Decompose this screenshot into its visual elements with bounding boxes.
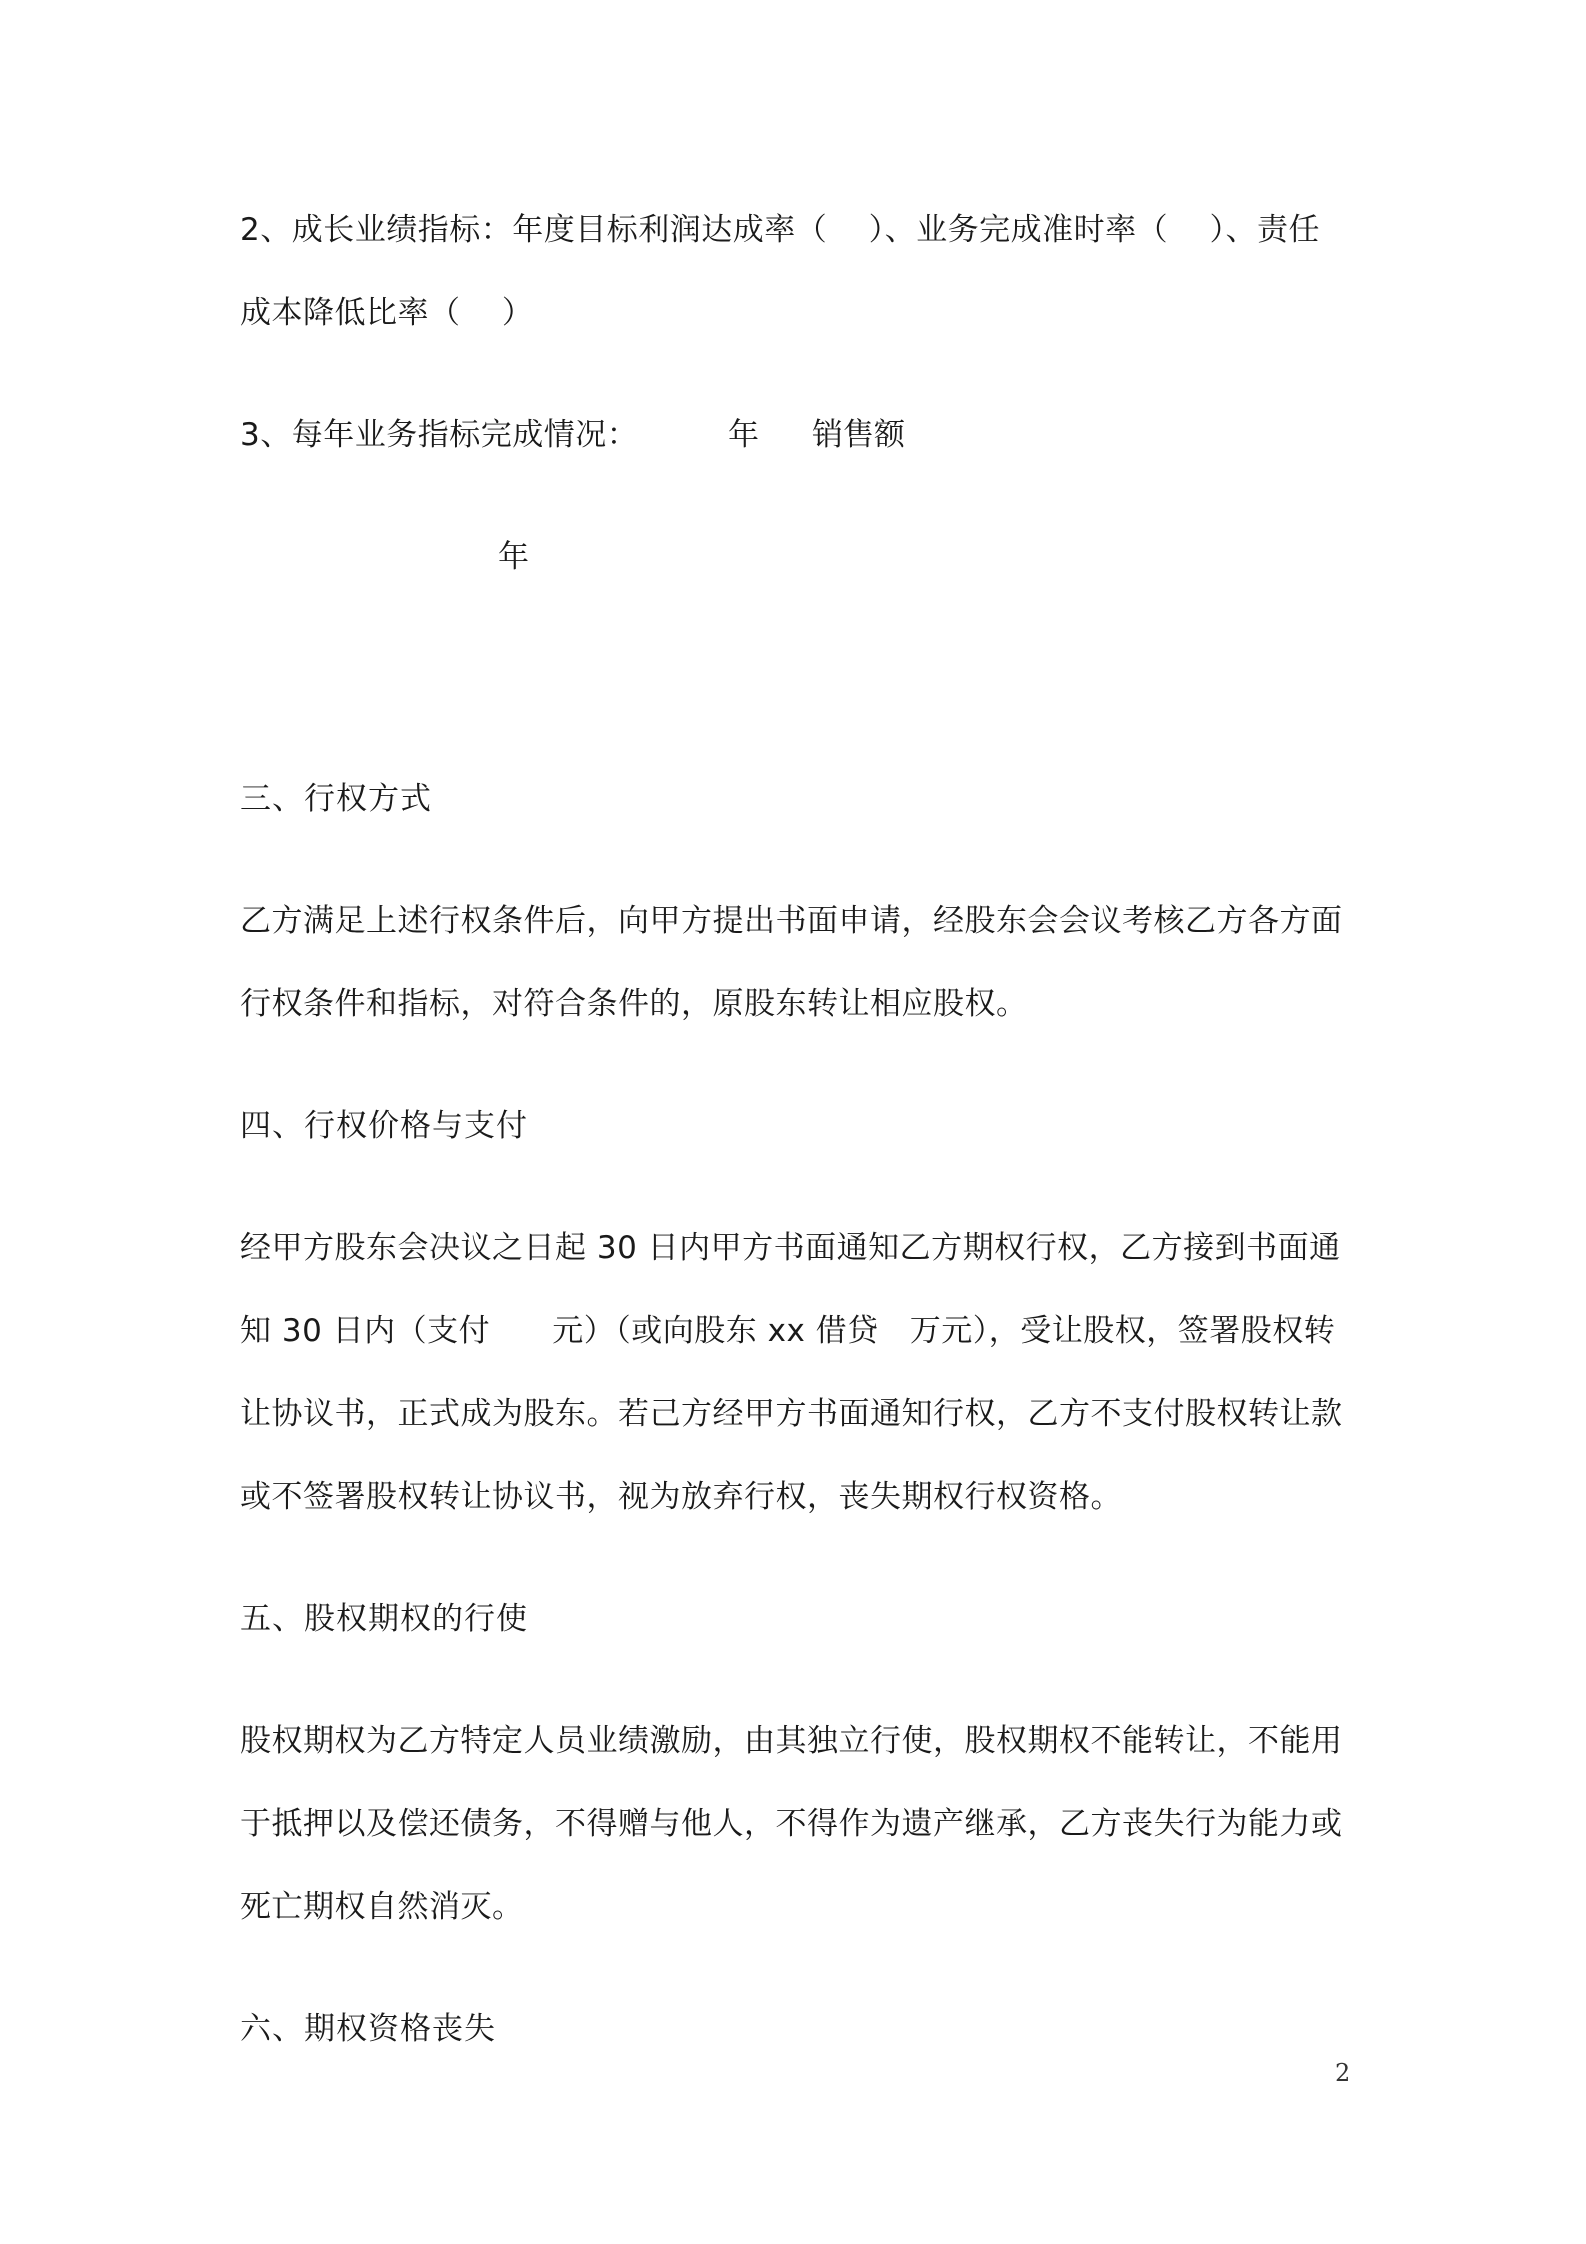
item3-label: 3、每年业务指标完成情况： [240,417,639,453]
item3-sales-label: 销售额 [812,417,905,453]
section4-para-line-4: 或不签署股权转让协议书，视为放弃行权，丧失期权行权资格。 [240,1479,1122,1515]
section4-para-line-1: 经甲方股东会决议之日起 30 日内甲方书面通知乙方期权行权，乙方接到书面通 [240,1230,1341,1266]
section5-para-line-2: 于抵押以及偿还债务，不得赠与他人，不得作为遗产继承，乙方丧失行为能力或 [240,1806,1343,1842]
item3-year-label-1: 年 [728,417,759,453]
section3-title: 三、行权方式 [240,781,432,817]
section4-title: 四、行权价格与支付 [240,1108,528,1144]
section5-para-line-3: 死亡期权自然消灭。 [240,1889,524,1925]
section5-title: 五、股权期权的行使 [240,1601,528,1637]
section3-para-line-2: 行权条件和指标，对符合条件的，原股东转让相应股权。 [240,986,1028,1022]
page-number: 2 [1335,2059,1351,2087]
item3-year-label-2: 年 [498,539,529,575]
section4-para-line-3: 让协议书，正式成为股东。若己方经甲方书面通知行权，乙方不支付股权转让款 [240,1396,1343,1432]
section6-title: 六、期权资格丧失 [240,2011,496,2047]
section5-para-line-1: 股权期权为乙方特定人员业绩激励，由其独立行使，股权期权不能转让，不能用 [240,1723,1343,1759]
item2-line-1: 2、成长业绩指标：年度目标利润达成率（ ）、业务完成准时率（ ）、责任 [240,212,1321,248]
section3-para-line-1: 乙方满足上述行权条件后，向甲方提出书面申请，经股东会会议考核乙方各方面 [240,903,1343,939]
item2-line-2: 成本降低比率（ ） [240,295,534,331]
section4-para-line-2: 知 30 日内（支付 元）（或向股东 xx 借贷 万元），受让股权，签署股权转 [240,1313,1336,1349]
